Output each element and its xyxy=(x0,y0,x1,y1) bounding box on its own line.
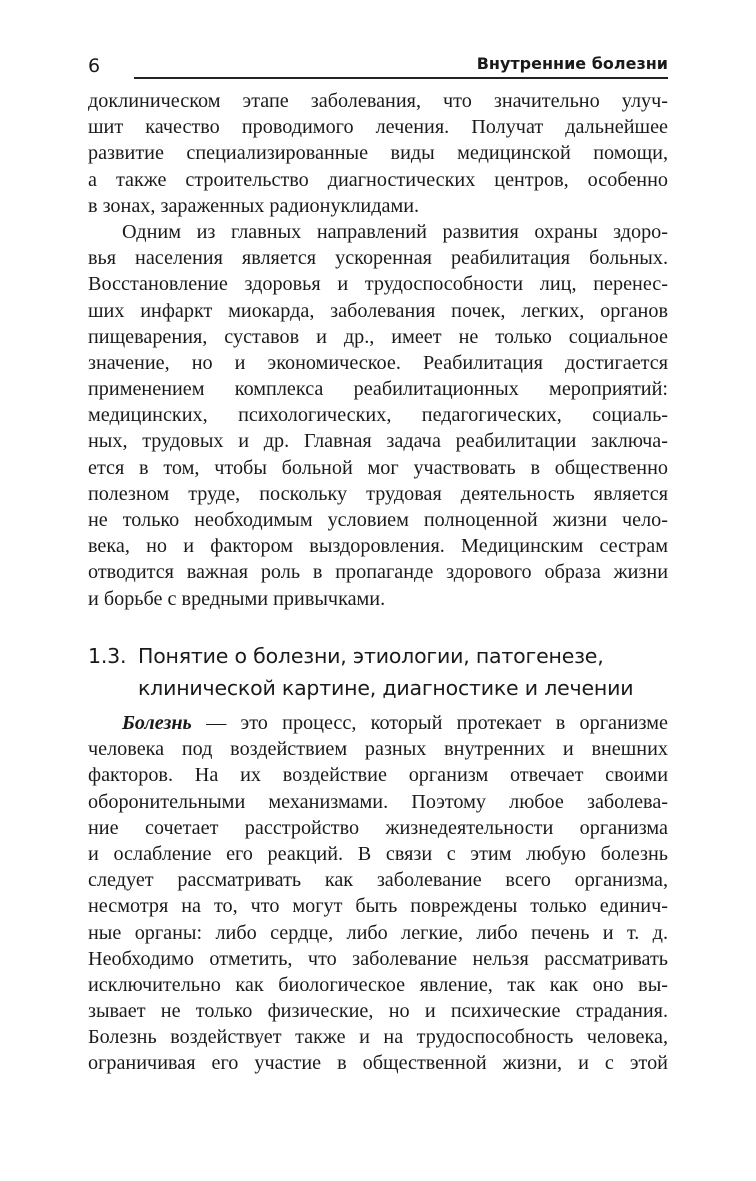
page-number: 6 xyxy=(88,55,101,77)
text-line: медицинских, психологических, педагогических, социаль- xyxy=(88,404,668,427)
text-line: факторов. На их воздействие организм отвечает своими xyxy=(88,764,668,787)
text-line: ших инфаркт миокарда, заболевания почек, легких, органов xyxy=(88,299,668,322)
text-line: в зонах, зараженных радионуклидами. xyxy=(88,194,420,217)
section-heading xyxy=(88,640,688,704)
text-line: не только необходимым условием полноценной жизни чело- xyxy=(88,509,668,531)
text-line: ется в том, чтобы больной мог участвовать в общественно xyxy=(88,456,668,479)
text-line: оборонительными механизмами. Поэтому любое заболева- xyxy=(88,790,668,813)
text-line: несмотря на то, что могут быть повреждены только единич- xyxy=(88,895,668,918)
text-line: следует рассматривать как заболевание всего организма, xyxy=(88,869,668,892)
text-line: пищеварения, суставов и др., имеет не только социальное xyxy=(88,325,668,348)
text-line: века, но и фактором выздоровления. Медицинским сестрам xyxy=(88,535,668,558)
text-line: Необходимо отметить, что заболевание нельзя рассматривать xyxy=(88,947,668,970)
running-head: Внутренние болезни xyxy=(476,54,668,73)
text-line: Одним из главных направлений развития охраны здоро- xyxy=(122,220,668,243)
text-line: значение, но и экономическое. Реабилитация достигается xyxy=(88,351,668,374)
body-text-bottom xyxy=(88,710,668,1077)
text-line: ные органы: либо сердце, либо легкие, либо печень и т. д. xyxy=(88,921,668,944)
text-line: полезном труде, поскольку трудовая деятельность является xyxy=(88,482,668,505)
section-title-line-1: Понятие о болезни, этиологии, патогенезе, xyxy=(138,644,604,668)
text-line: и борьбе с вредными привычками. xyxy=(88,587,386,610)
text-line: ограничивая его участие в общественной жизни, и с этой xyxy=(88,1052,668,1075)
text-line: Болезнь воздействует также и на трудоспособность человека, xyxy=(88,1026,668,1049)
body-text-top xyxy=(88,88,668,612)
text-line: вья населения является ускоренная реабилитация больных. xyxy=(88,247,668,270)
paragraph-disease-definition xyxy=(88,710,668,1077)
paragraph-continuation xyxy=(88,88,668,219)
text-line: и ослабление его реакций. В связи с этим любую болезнь xyxy=(88,842,668,865)
text-line xyxy=(88,710,668,736)
text-line: ных, трудовых и др. Главная задача реабилитации заключа- xyxy=(88,430,668,453)
paragraph-rehabilitation xyxy=(88,219,668,612)
defined-term: Болезнь xyxy=(122,712,192,734)
text-line: исключительно как биологическое явление, так как оно вы- xyxy=(88,973,668,996)
section-number: 1.3. xyxy=(88,644,127,668)
text-line: доклиническом этапе заболевания, что значительно улуч- xyxy=(88,90,668,112)
header-rule xyxy=(134,77,668,79)
text-line: зывает не только физические, но и психические страдания. xyxy=(88,1000,668,1023)
text-line: развитие специализированные виды медицинской помощи, xyxy=(88,142,668,165)
text-line: применением комплекса реабилитационных мероприятий: xyxy=(88,378,668,401)
text-line: отводится важная роль в пропаганде здорового образа жизни xyxy=(88,561,668,584)
text-line: человека под воздействием разных внутренних и внешних xyxy=(88,738,668,761)
text-line: а также строительство диагностических центров, особенно xyxy=(88,168,668,191)
section-title-line-2: клинической картине, диагностике и лечении xyxy=(138,676,634,700)
definition-text: — это процесс, который протекает в организме xyxy=(191,712,668,734)
text-line: ние сочетает расстройство жизнедеятельности организма xyxy=(88,816,668,839)
text-line: Восстановление здоровья и трудоспособности лиц, перенес- xyxy=(88,273,668,296)
text-line: шит качество проводимого лечения. Получат дальнейшее xyxy=(88,116,668,139)
